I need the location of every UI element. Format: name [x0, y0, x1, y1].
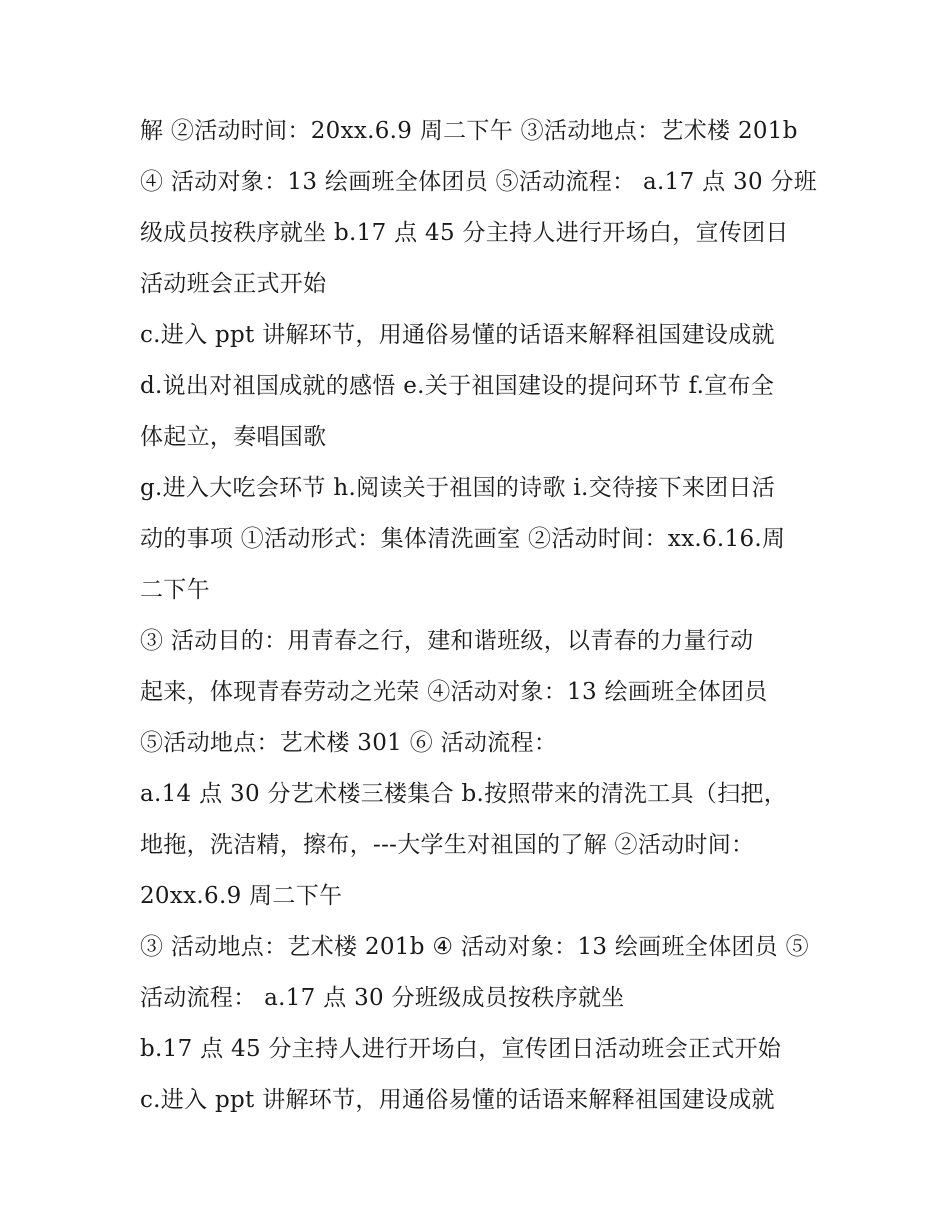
text-line: 活动班会正式开始: [140, 271, 327, 297]
text-line: ⑤活动地点：艺术楼 301 ⑥ 活动流程：: [140, 730, 558, 756]
text-line: a.14 点 30 分艺术楼三楼集合 b.按照带来的清洗工具（扫把，: [140, 781, 788, 807]
text-line: c.进入 ppt 讲解环节，用通俗易懂的话语来解释祖国建设成就: [140, 1087, 775, 1113]
text-line: d.说出对祖国成就的感悟 e.关于祖国建设的提问环节 f.宣布全: [140, 373, 775, 399]
text-line: 起来，体现青春劳动之光荣 ④活动对象：13 绘画班全体团员: [140, 679, 768, 705]
text-line: c.进入 ppt 讲解环节，用通俗易懂的话语来解释祖国建设成就: [140, 322, 775, 348]
text-line: 20xx.6.9 周二下午: [140, 883, 343, 909]
text-line: ③ 活动目的：用青春之行，建和谐班级，以青春的力量行动: [140, 628, 754, 654]
text-line: 动的事项 ①活动形式：集体清洗画室 ②活动时间：xx.6.16.周: [140, 526, 786, 552]
text-line: b.17 点 45 分主持人进行开场白，宣传团日活动班会正式开始: [140, 1036, 782, 1062]
text-line: 二下午: [140, 577, 210, 603]
text-line: g.进入大吃会环节 h.阅读关于祖国的诗歌 i.交待接下来团日活: [140, 475, 776, 501]
text-line: 级成员按秩序就坐 b.17 点 45 分主持人进行开场白，宣传团日: [140, 220, 789, 246]
text-line: 活动流程： a.17 点 30 分班级成员按秩序就坐: [140, 985, 625, 1011]
text-line: 地拖，洗洁精，擦布，---大学生对祖国的了解 ②活动时间：: [140, 832, 755, 858]
text-line: 解 ②活动时间：20xx.6.9 周二下午 ③活动地点：艺术楼 201b: [140, 118, 798, 144]
body-text: [140, 106, 820, 1126]
text-line: ④ 活动对象：13 绘画班全体团员 ⑤活动流程： a.17 点 30 分班: [140, 169, 818, 195]
text-line: 体起立，奏唱国歌: [140, 424, 327, 450]
text-line: ③ 活动地点：艺术楼 201b ④ 活动对象：13 绘画班全体团员 ⑤: [140, 934, 809, 960]
